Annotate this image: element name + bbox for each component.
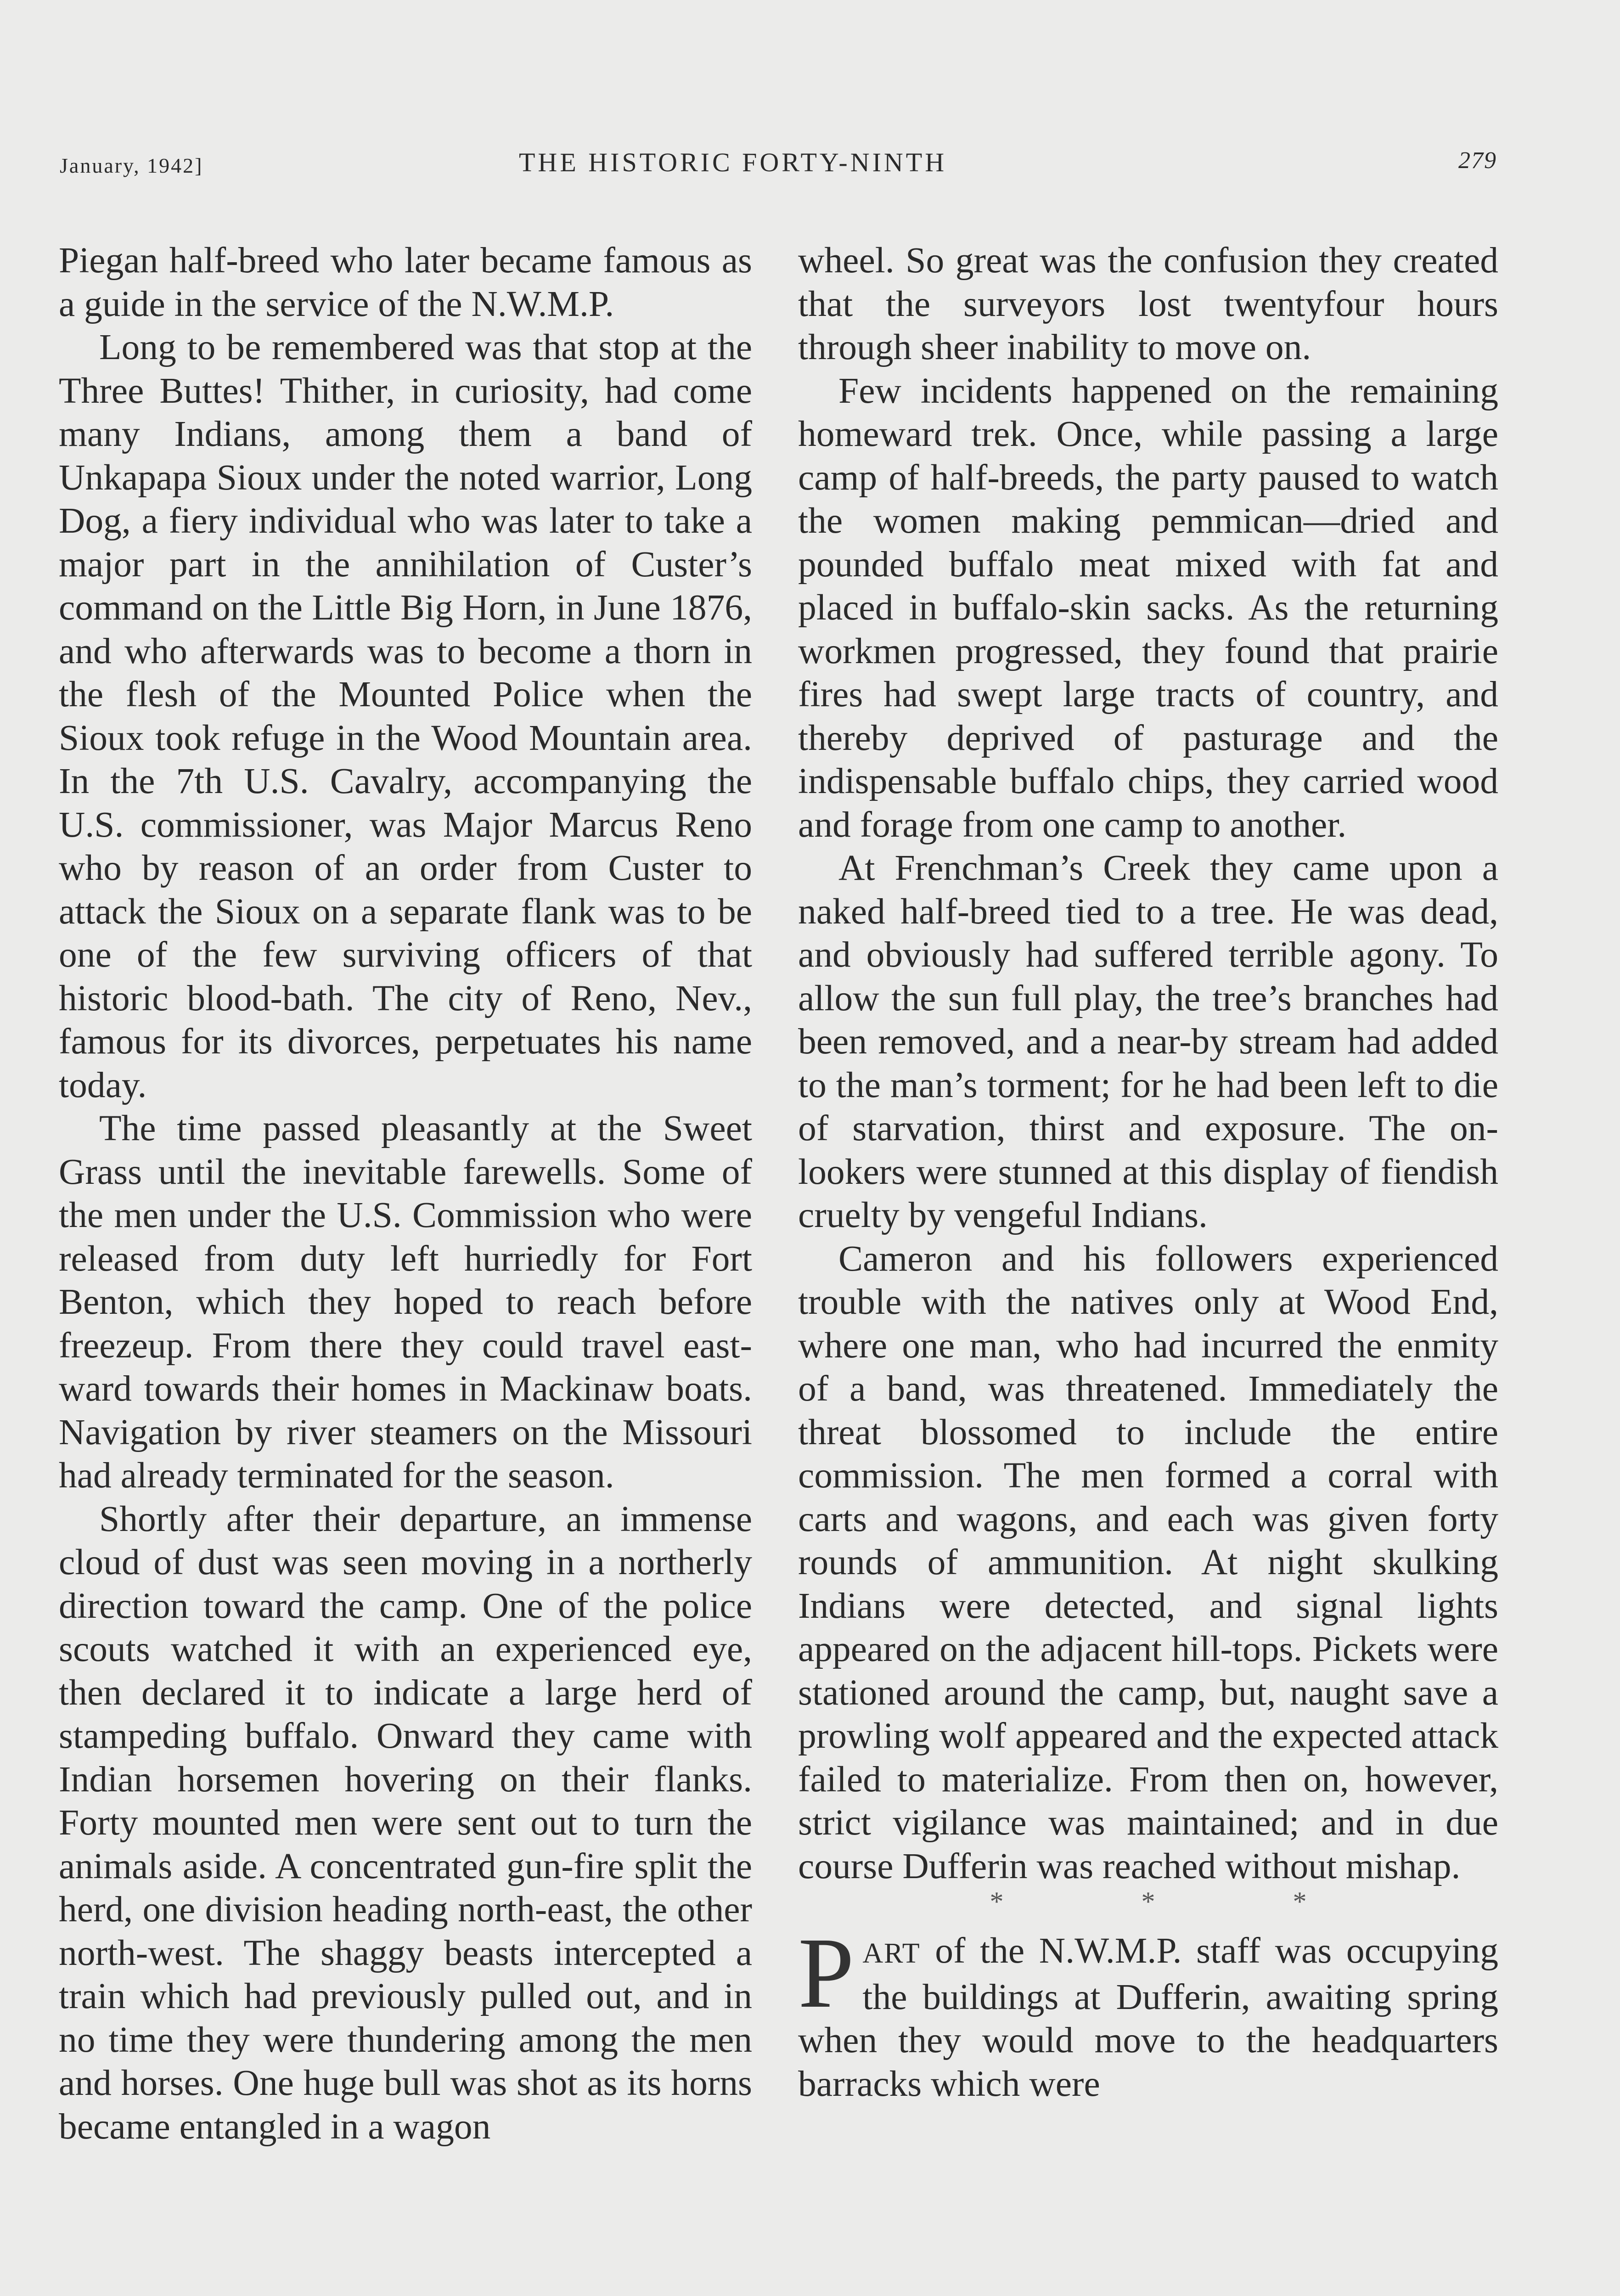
paragraph-with-dropcap xyxy=(798,1917,1498,2105)
right-column xyxy=(798,239,1498,2105)
drop-cap: P xyxy=(798,1917,855,2029)
header-journal-title: THE HISTORIC FORTY-NINTH xyxy=(519,147,947,177)
asterisk-ornament: * xyxy=(1141,1886,1155,1917)
paragraph: wheel. So great was the confusion they created that the surveyors lost twentyfour hours through sheer inability to move on. xyxy=(798,240,1498,367)
small-caps-lead: ART xyxy=(862,1938,921,1969)
paragraph-text: of the N.W.M.P. staff was occupying the buildings at Dufferin, awaiting spring when they would move to the headquarters barracks which were xyxy=(798,1930,1498,2104)
asterisk-ornament: * xyxy=(1293,1886,1307,1917)
paragraph: The time passed pleasantly at the Sweet Grass until the inevitable farewells. Some of the men under the U.S. Commission who were released from duty left hurriedly for Fort Benton, which they hoped to reach before freezeup. From there they could travel eastward towards their homes in Mackinaw boats. Navigation by river steamers on the Missouri had already terminated for the season. xyxy=(59,1108,752,1496)
paragraph: Long to be remembered was that stop at the Three Buttes! Thither, in curiosity, had come many Indians, among them a band of Unkapapa Sioux under the noted warrior, Long Dog, a fiery individual who was later to take a major part in the annihilation of Custer’s command on the Little Big Horn, in June 1876, and who afterwards was to become a thorn in the flesh of the Mounted Police when the Sioux took refuge in the Wood Mountain area. In the 7th U.S. Cavalry, accompanying the U.S. commissioner, was Major Marcus Reno who by reason of an order from Custer to attack the Sioux on a separate flank was to be one of the few surviving officers of that historic blood-bath. The city of Reno, Nev., famous for its divorces, perpetuates his name today. xyxy=(59,327,752,1105)
header-date: January, 1942] xyxy=(60,154,203,177)
paragraph: At Frenchman’s Creek they came upon a naked half-breed tied to a tree. He was dead, and obviously had suffered terrible agony. To allow the sun full play, the tree’s branches had been removed, and a near-by stream had added to the man’s torment; for he had been left to die of starvation, thirst and exposure. The on-lookers were stunned at this display of fiendish cruelty by vengeful Indians. xyxy=(798,848,1498,1235)
paragraph: Piegan half-breed who later became famous as a guide in the service of the N.W.M.P. xyxy=(59,240,752,324)
asterisk-ornament: * xyxy=(990,1886,1004,1917)
paragraph: Cameron and his followers experienced trouble with the natives only at Wood End, where one man, who had incurred the enmity of a band, was threatened. Immediately the threat blossomed to include the entire commission. The men formed a corral with carts and wagons, and each was given forty rounds of ammunition. At night skulking Indians were detected, and signal lights appeared on the adjacent hill-tops. Pickets were stationed around the camp, but, naught save a prowling wolf appeared and the expected attack failed to materialize. From then on, however, strict vigilance was maintained; and in due course Dufferin was reached without mishap. xyxy=(798,1238,1498,1886)
paragraph: Shortly after their departure, an immense cloud of dust was seen moving in a northerly direction toward the camp. One of the police scouts watched it with an experienced eye, then declared it to indicate a large herd of stampeding buffalo. Onward they came with Indian horsemen hovering on their flanks. Forty mounted men were sent out to turn the animals aside. A concentrated gun-fire split the herd, one division heading north-east, the other north-west. The shaggy beasts intercepted a train which had previously pulled out, and in no time they were thundering among the men and horses. One huge bull was shot as its horns became entangled in a wagon xyxy=(59,1498,752,2147)
page-number: 279 xyxy=(1458,147,1497,174)
running-header xyxy=(60,147,1497,188)
section-separator xyxy=(798,1888,1498,1925)
paragraph: Few incidents happened on the remaining homeward trek. Once, while passing a large camp of half-breeds, the party paused to watch the women making pemmican—dried and pounded buffalo meat mixed with fat and placed in buffalo-skin sacks. As the returning workmen progressed, they found that prairie fires had swept large tracts of country, and thereby deprived of pasturage and the indispensable buffalo chips, they carried wood and forage from one camp to another. xyxy=(798,370,1498,845)
left-column xyxy=(59,239,752,2148)
